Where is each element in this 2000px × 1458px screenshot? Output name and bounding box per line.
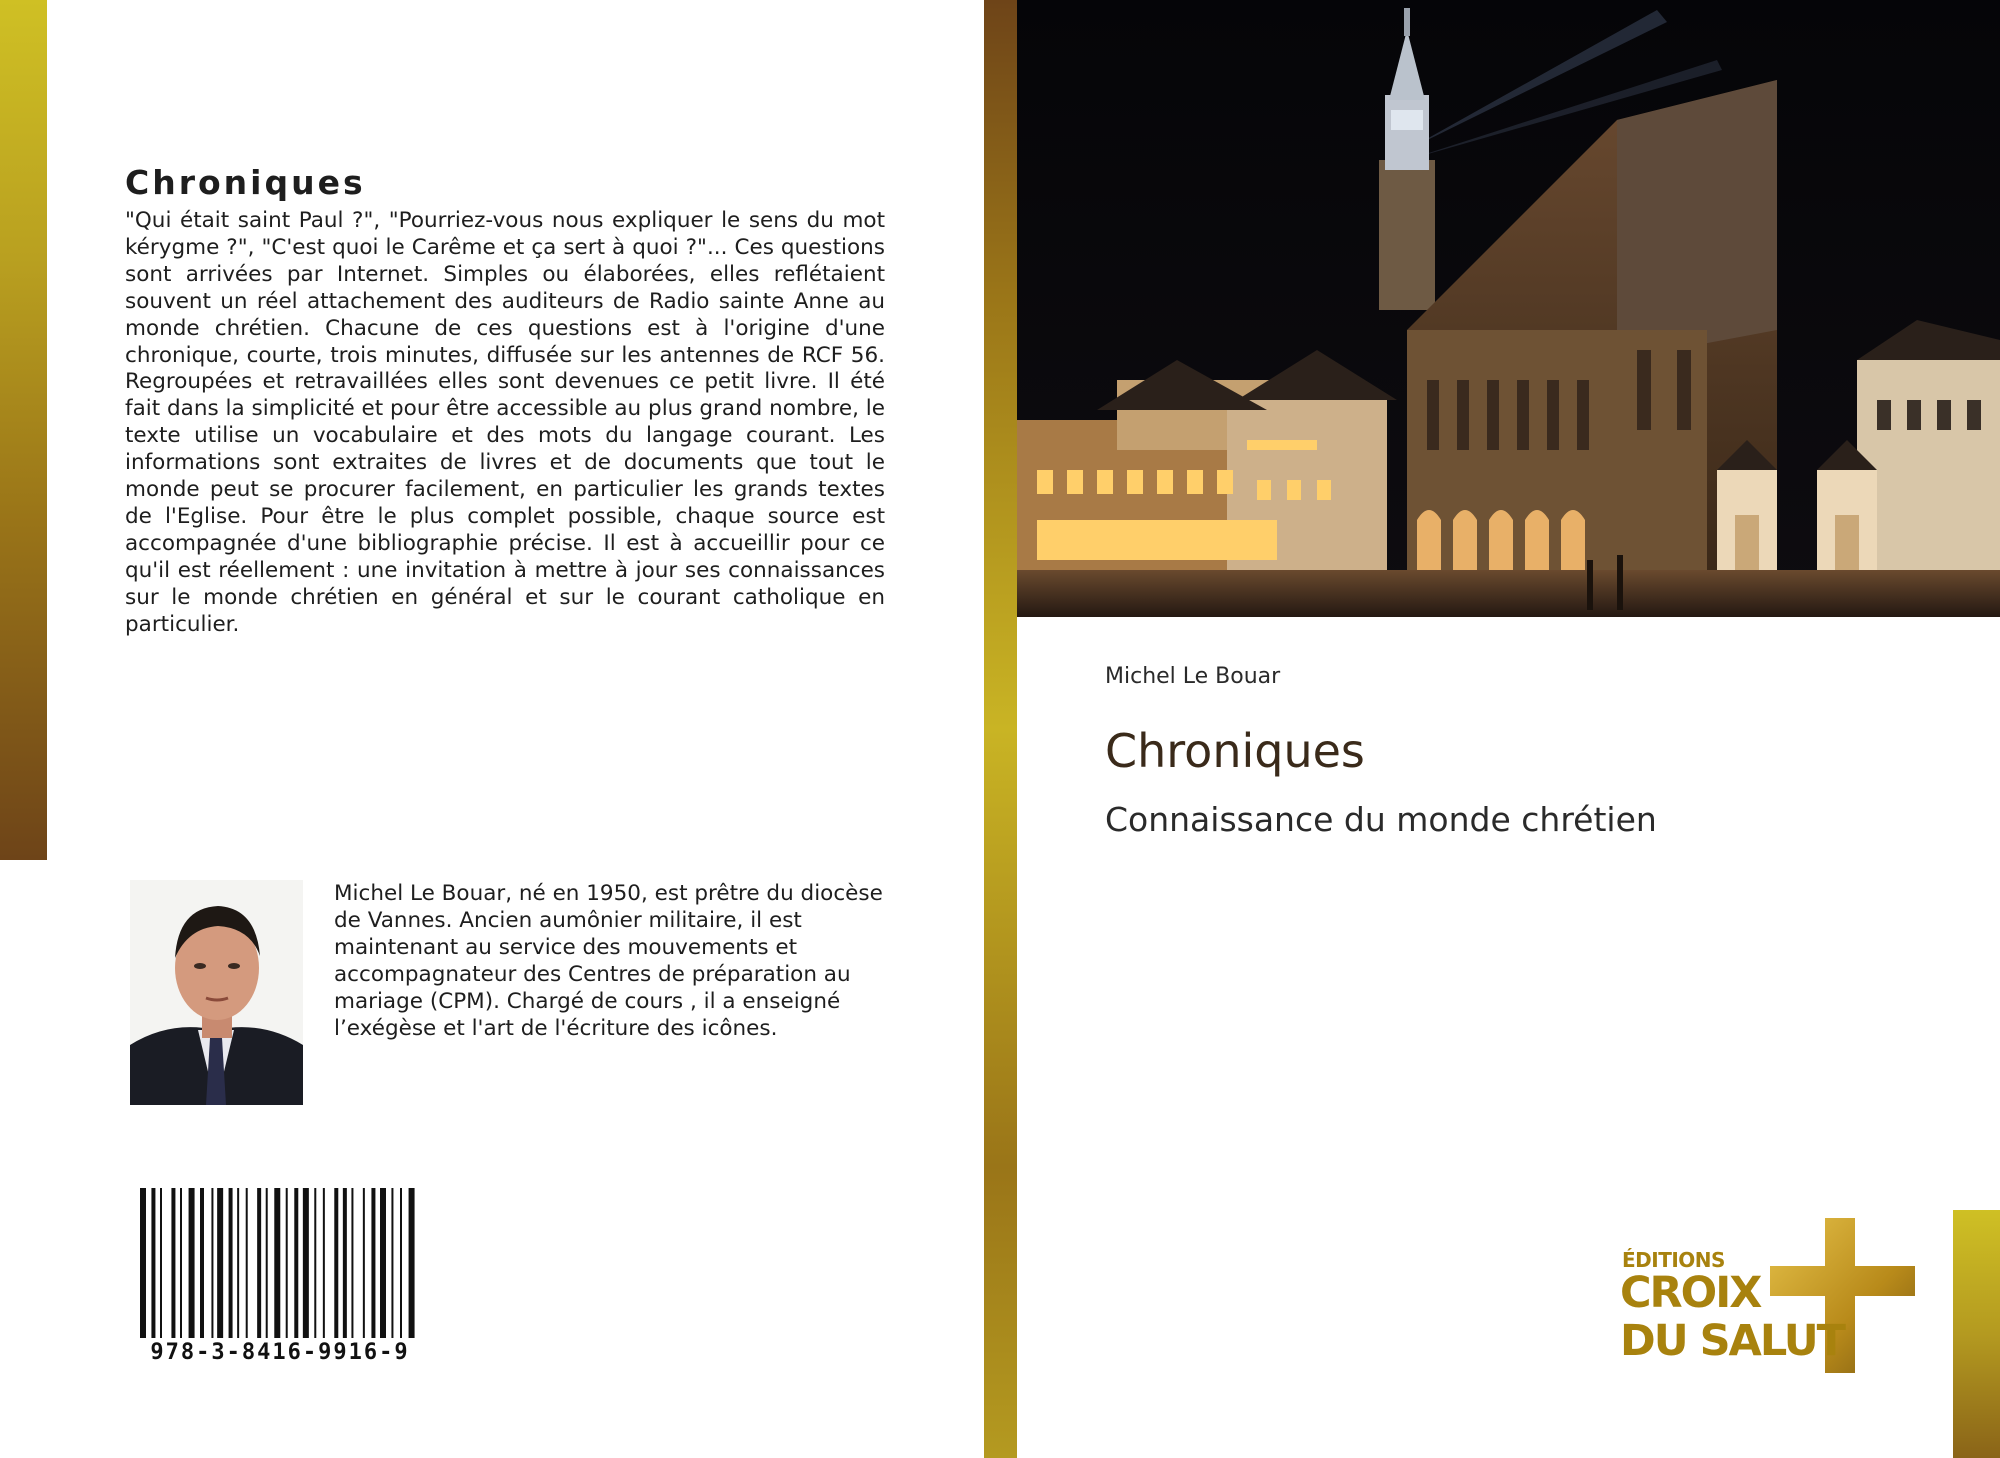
left-gold-strip [0,0,47,860]
barcode-bar [400,1188,402,1338]
author-bio: Michel Le Bouar, né en 1950, est prêtre du diocèse de Vannes. Ancien aumônier militaire, il est maintenant au service des mouvements et accompagnateur des Centres de préparation au mariage (CPM). Chargé de cours , il a enseigné l’exégèse et l'art de l'écriture des icônes. [334,881,883,1041]
barcode-bar [189,1188,195,1338]
isbn-number: 978-3-8416-9916-9 [150,1340,410,1365]
barcode-bar [257,1188,261,1338]
barcode-bar [200,1188,204,1338]
barcode-bar [140,1188,146,1338]
barcode-bar [380,1188,386,1338]
front-cover-title: Chroniques [1105,724,1365,778]
barcode-bar [351,1188,353,1338]
barcode [140,1188,420,1365]
back-cover-blurb: "Qui était saint Paul ?", "Pourriez-vous nous expliquer le sens du mot kérygme ?", "C'est quoi le Carême et ça sert à quoi ?"... Ces questions sont arrivées par Internet. Simples ou élaborées, elles reflétaient souvent un réel attachement des auditeurs de Radio sainte Anne au monde chrétien. Chacune de ces questions est à l'origine d'une chronique, courte, trois minutes, diffusée sur les antennes de RCF 56. Regroupées et retravaillées elles sont devenues ce petit livre. Il été fait dans la simplicité et pour être accessible au plus grand nombre, le texte utilise un vocabulaire et des mots du langage courant. Les informations sont extraites de livres et de documents que tout le monde peut se procurer facilement, en particulier les grands textes de l'Eglise. Pour être le plus complet possible, chaque source est accompagnée d'une bibliographie précise. Il est à accueillir pour ce qu'il est réellement : une invitation à mettre à jour ses connaissances sur le monde chrétien en général et sur le courant catholique en particulier. [125,208,885,637]
barcode-bar [211,1188,213,1338]
barcode-bars [140,1188,420,1338]
barcode-bar [303,1188,309,1338]
barcode-bar [171,1188,175,1338]
back-cover-title: Chroniques [125,163,366,202]
right-gold-strip [1953,1210,2000,1458]
barcode-bar [314,1188,316,1338]
barcode-bar [391,1188,393,1338]
barcode-bar [294,1188,298,1338]
barcode-bar [286,1188,288,1338]
barcode-bar [409,1188,415,1338]
front-cover-author: Michel Le Bouar [1105,664,1281,689]
barcode-bar [323,1188,325,1338]
publisher-line-croix: CROIX [1620,1268,1761,1318]
publisher-line-editions: ÉDITIONS [1622,1248,1725,1272]
barcode-bar [160,1188,162,1338]
barcode-bar [246,1188,248,1338]
barcode-bar [334,1188,338,1338]
barcode-bar [180,1188,182,1338]
spine-gold-strip [984,0,1017,1458]
barcode-bar [237,1188,239,1338]
publisher-line-salut: DU SALUT [1620,1316,1844,1366]
author-photo [130,880,303,1105]
barcode-bar [151,1188,155,1338]
barcode-bar [217,1188,223,1338]
barcode-bar [371,1188,375,1338]
barcode-bar [363,1188,365,1338]
barcode-bar [274,1188,280,1338]
barcode-bar [229,1188,233,1338]
front-cover-subtitle: Connaissance du monde chrétien [1105,800,1657,839]
publisher-logo [1600,1218,1930,1378]
barcode-bar [343,1188,347,1338]
cover-photo [1017,0,2000,617]
barcode-bar [266,1188,268,1338]
